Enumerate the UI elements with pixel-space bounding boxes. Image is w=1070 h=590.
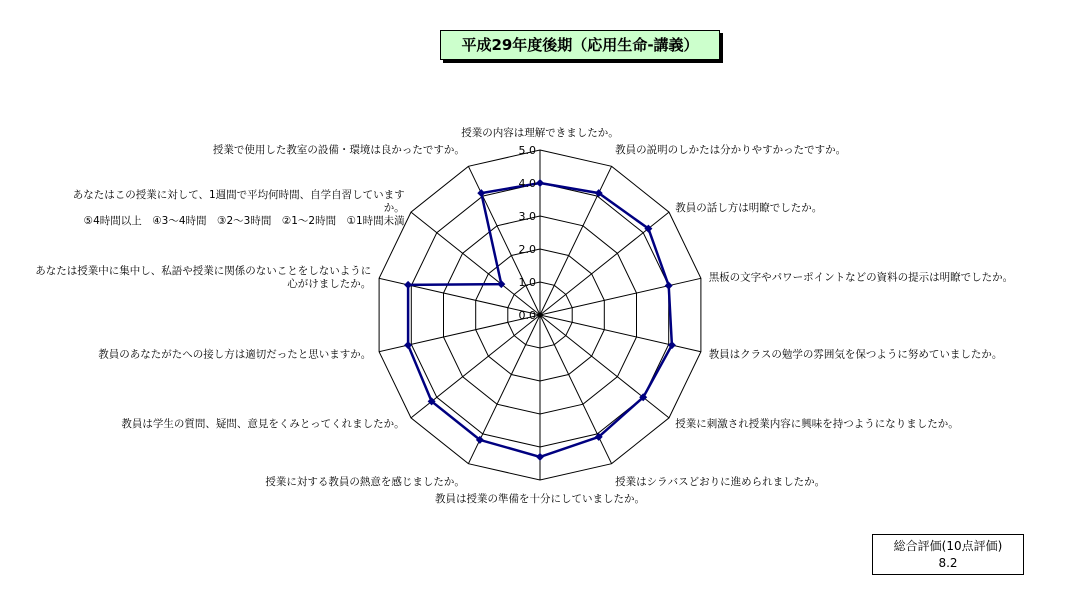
axis-label-line: 教員は授業の準備を十分にしていましたか。 bbox=[435, 493, 645, 505]
radar-grid bbox=[379, 150, 701, 480]
axis-label-line: 授業はシラバスどおりに進められましたか。 bbox=[615, 475, 826, 488]
tick-label: 3.0 bbox=[518, 210, 536, 223]
axis-label bbox=[35, 264, 371, 290]
data-point bbox=[536, 179, 544, 187]
axis-label-line: 教員のあなたがたへの接し方は適切だったと思いますか。 bbox=[98, 348, 372, 361]
axis-label-line: あなたは授業中に集中し、私語や授業に関係のないことをしないように bbox=[35, 265, 372, 277]
axis-label-line: 黒板の文字やパワーポイントなどの資料の提示は明瞭でしたか。 bbox=[708, 271, 1014, 284]
overall-score-value: 8.2 bbox=[938, 556, 958, 570]
chart-title: 平成29年度後期（応用生命‐講義） bbox=[440, 30, 720, 60]
radial-ticks bbox=[519, 144, 537, 322]
data-point bbox=[665, 282, 673, 290]
grid-spoke bbox=[540, 315, 701, 352]
axis-label-line: ⑤4時間以上 ④3～4時間 ③2～3時間 ②1～2時間 ①1時間未満 bbox=[83, 215, 405, 228]
axis-label bbox=[615, 475, 825, 488]
axis-label bbox=[709, 271, 1014, 284]
axis-label-line: 心がけましたか。 bbox=[287, 278, 372, 290]
grid-spoke bbox=[540, 278, 701, 315]
axis-label-line: 授業に対する教員の熱意を感じましたか。 bbox=[265, 475, 465, 488]
axis-label-line: 教員はクラスの勉学の雰囲気を保つように努めていましたか。 bbox=[708, 348, 1003, 361]
axis-label bbox=[213, 143, 465, 156]
axis-label-line: 教員は学生の質問、疑問、意見をくみとってくれましたか。 bbox=[121, 417, 405, 430]
tick-label: 5.0 bbox=[518, 144, 536, 157]
tick-label: 4.0 bbox=[518, 177, 536, 190]
tick-label: 1.0 bbox=[518, 276, 536, 289]
axis-label bbox=[265, 475, 465, 488]
axis-label bbox=[615, 143, 846, 156]
axis-label-line: 教員の説明のしかたは分かりやすかったですか。 bbox=[615, 144, 847, 157]
axis-label bbox=[435, 492, 645, 505]
axis-label bbox=[98, 348, 371, 361]
overall-score-box bbox=[872, 534, 1024, 575]
axis-label bbox=[73, 188, 405, 227]
overall-score-label: 総合評価(10点評価) bbox=[893, 539, 1003, 553]
axis-label bbox=[121, 417, 404, 430]
axis-label-line: 授業で使用した教室の設備・環境は良かったですか。 bbox=[212, 144, 465, 157]
axis-label-line: あなたはこの授業に対して、1週間で平均何時間、自学自習しています bbox=[72, 189, 405, 202]
axis-label-line: 授業の内容は理解できましたか。 bbox=[461, 127, 619, 139]
axis-label-line: 授業に刺激され授業内容に興味を持つようになりましたか。 bbox=[675, 417, 959, 430]
tick-label: 0.0 bbox=[518, 309, 536, 322]
grid-spoke bbox=[379, 315, 540, 352]
axis-label bbox=[461, 126, 619, 139]
axis-label bbox=[709, 348, 1003, 361]
data-point bbox=[536, 453, 544, 461]
axis-label bbox=[675, 201, 822, 214]
axis-label bbox=[675, 417, 959, 430]
axis-label-line: か。 bbox=[383, 202, 405, 215]
axis-label-line: 教員の話し方は明瞭でしたか。 bbox=[675, 202, 823, 215]
tick-label: 2.0 bbox=[518, 243, 536, 256]
